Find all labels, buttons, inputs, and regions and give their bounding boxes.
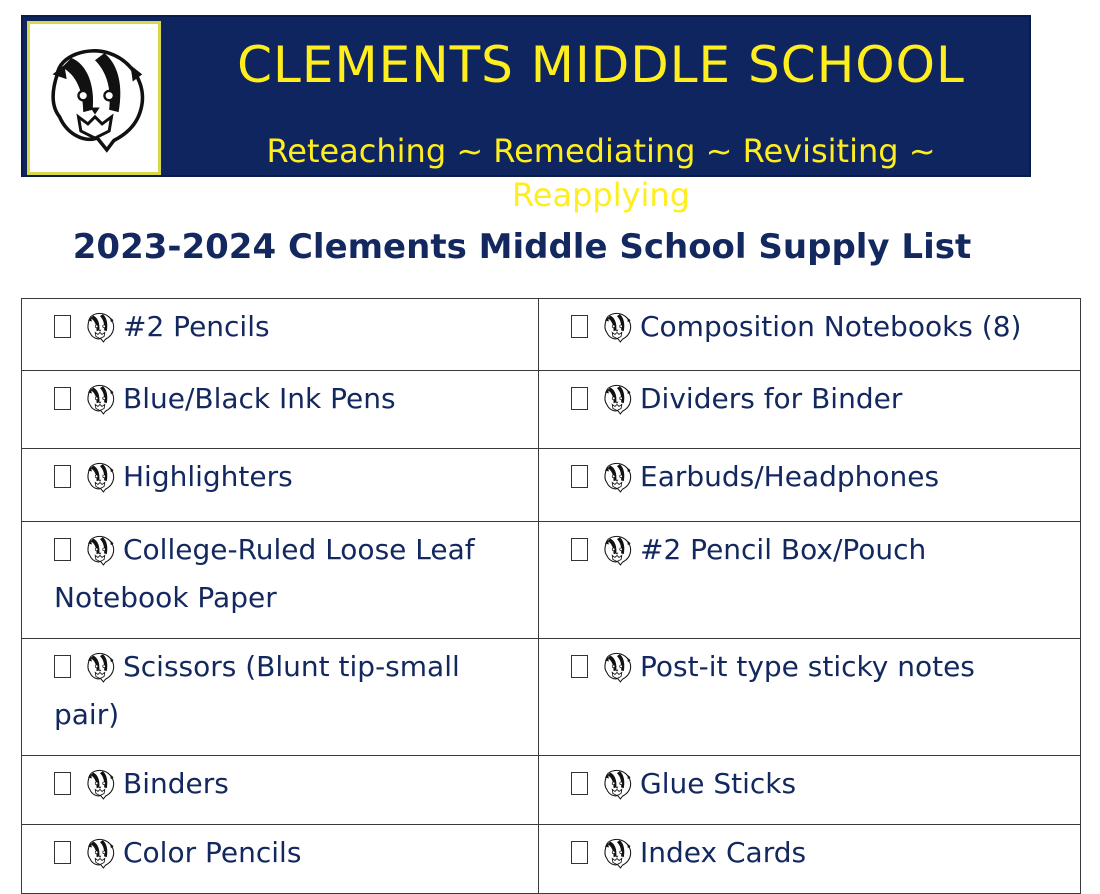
checkbox-icon[interactable] [54, 538, 71, 561]
table-row [22, 756, 1081, 825]
supply-item-label: Binders [123, 767, 229, 800]
badger-mascot-icon [600, 533, 634, 567]
badger-mascot-icon [600, 836, 634, 870]
supply-item-label: Color Pencils [123, 836, 302, 869]
badger-mascot-icon [600, 650, 634, 684]
checkbox-icon[interactable] [571, 538, 588, 561]
supply-cell [539, 639, 1081, 756]
supply-cell [539, 299, 1081, 371]
page-title: 2023-2024 Clements Middle School Supply List [72, 227, 972, 267]
supply-item-label: College-Ruled Loose Leaf Notebook Paper [54, 533, 475, 614]
checkbox-icon[interactable] [571, 841, 588, 864]
checkbox-icon[interactable] [571, 315, 588, 338]
supply-item-label: Blue/Black Ink Pens [123, 382, 396, 415]
badger-mascot-icon [83, 533, 117, 567]
header-banner [21, 15, 1031, 214]
table-row [22, 522, 1081, 639]
badger-mascot-icon [600, 460, 634, 494]
supply-item-label: Index Cards [640, 836, 807, 869]
badger-mascot-icon [83, 650, 117, 684]
table-row [22, 371, 1081, 449]
table-row [22, 449, 1081, 522]
badger-mascot-icon [83, 460, 117, 494]
supply-item-label: Glue Sticks [640, 767, 797, 800]
checkbox-icon[interactable] [54, 841, 71, 864]
badger-mascot-icon [600, 382, 634, 416]
supply-cell [22, 299, 539, 371]
supply-cell [539, 825, 1081, 894]
supply-cell [22, 371, 539, 449]
checkbox-icon[interactable] [571, 655, 588, 678]
badger-mascot-icon [600, 767, 634, 801]
badger-mascot-icon [83, 767, 117, 801]
checkbox-icon[interactable] [54, 387, 71, 410]
supply-item-label: Earbuds/Headphones [640, 460, 940, 493]
supply-item-label: #2 Pencils [123, 310, 270, 343]
supply-cell [22, 756, 539, 825]
badger-mascot-icon [83, 836, 117, 870]
supply-table [21, 298, 1081, 894]
supply-cell [539, 371, 1081, 449]
supply-cell [539, 756, 1081, 825]
supply-item-label: Post-it type sticky notes [640, 650, 975, 683]
supply-item-label: Scissors (Blunt tip-small pair) [54, 650, 460, 731]
checkbox-icon[interactable] [571, 465, 588, 488]
school-name: CLEMENTS MIDDLE SCHOOL [237, 36, 965, 94]
supply-item-label: Dividers for Binder [640, 382, 903, 415]
checkbox-icon[interactable] [54, 655, 71, 678]
supply-cell [22, 522, 539, 639]
checkbox-icon[interactable] [54, 465, 71, 488]
badger-mascot-icon [83, 382, 117, 416]
supply-cell [539, 449, 1081, 522]
supply-cell [22, 449, 539, 522]
badger-mascot-icon [83, 310, 117, 344]
supply-item-label: #2 Pencil Box/Pouch [640, 533, 927, 566]
logo-frame [27, 21, 161, 175]
checkbox-icon[interactable] [54, 315, 71, 338]
school-motto: Reteaching ~ Remediating ~ Revisiting ~ Reapplying [266, 132, 936, 214]
supply-cell [539, 522, 1081, 639]
checkbox-icon[interactable] [54, 772, 71, 795]
table-row [22, 299, 1081, 371]
supply-item-label: Highlighters [123, 460, 293, 493]
badger-mascot-icon [600, 310, 634, 344]
checkbox-icon[interactable] [571, 772, 588, 795]
table-row [22, 825, 1081, 894]
table-row [22, 639, 1081, 756]
supply-cell [22, 639, 539, 756]
supply-cell [22, 825, 539, 894]
checkbox-icon[interactable] [571, 387, 588, 410]
supply-item-label: Composition Notebooks (8) [640, 310, 1022, 343]
badger-mascot-icon [36, 34, 154, 162]
